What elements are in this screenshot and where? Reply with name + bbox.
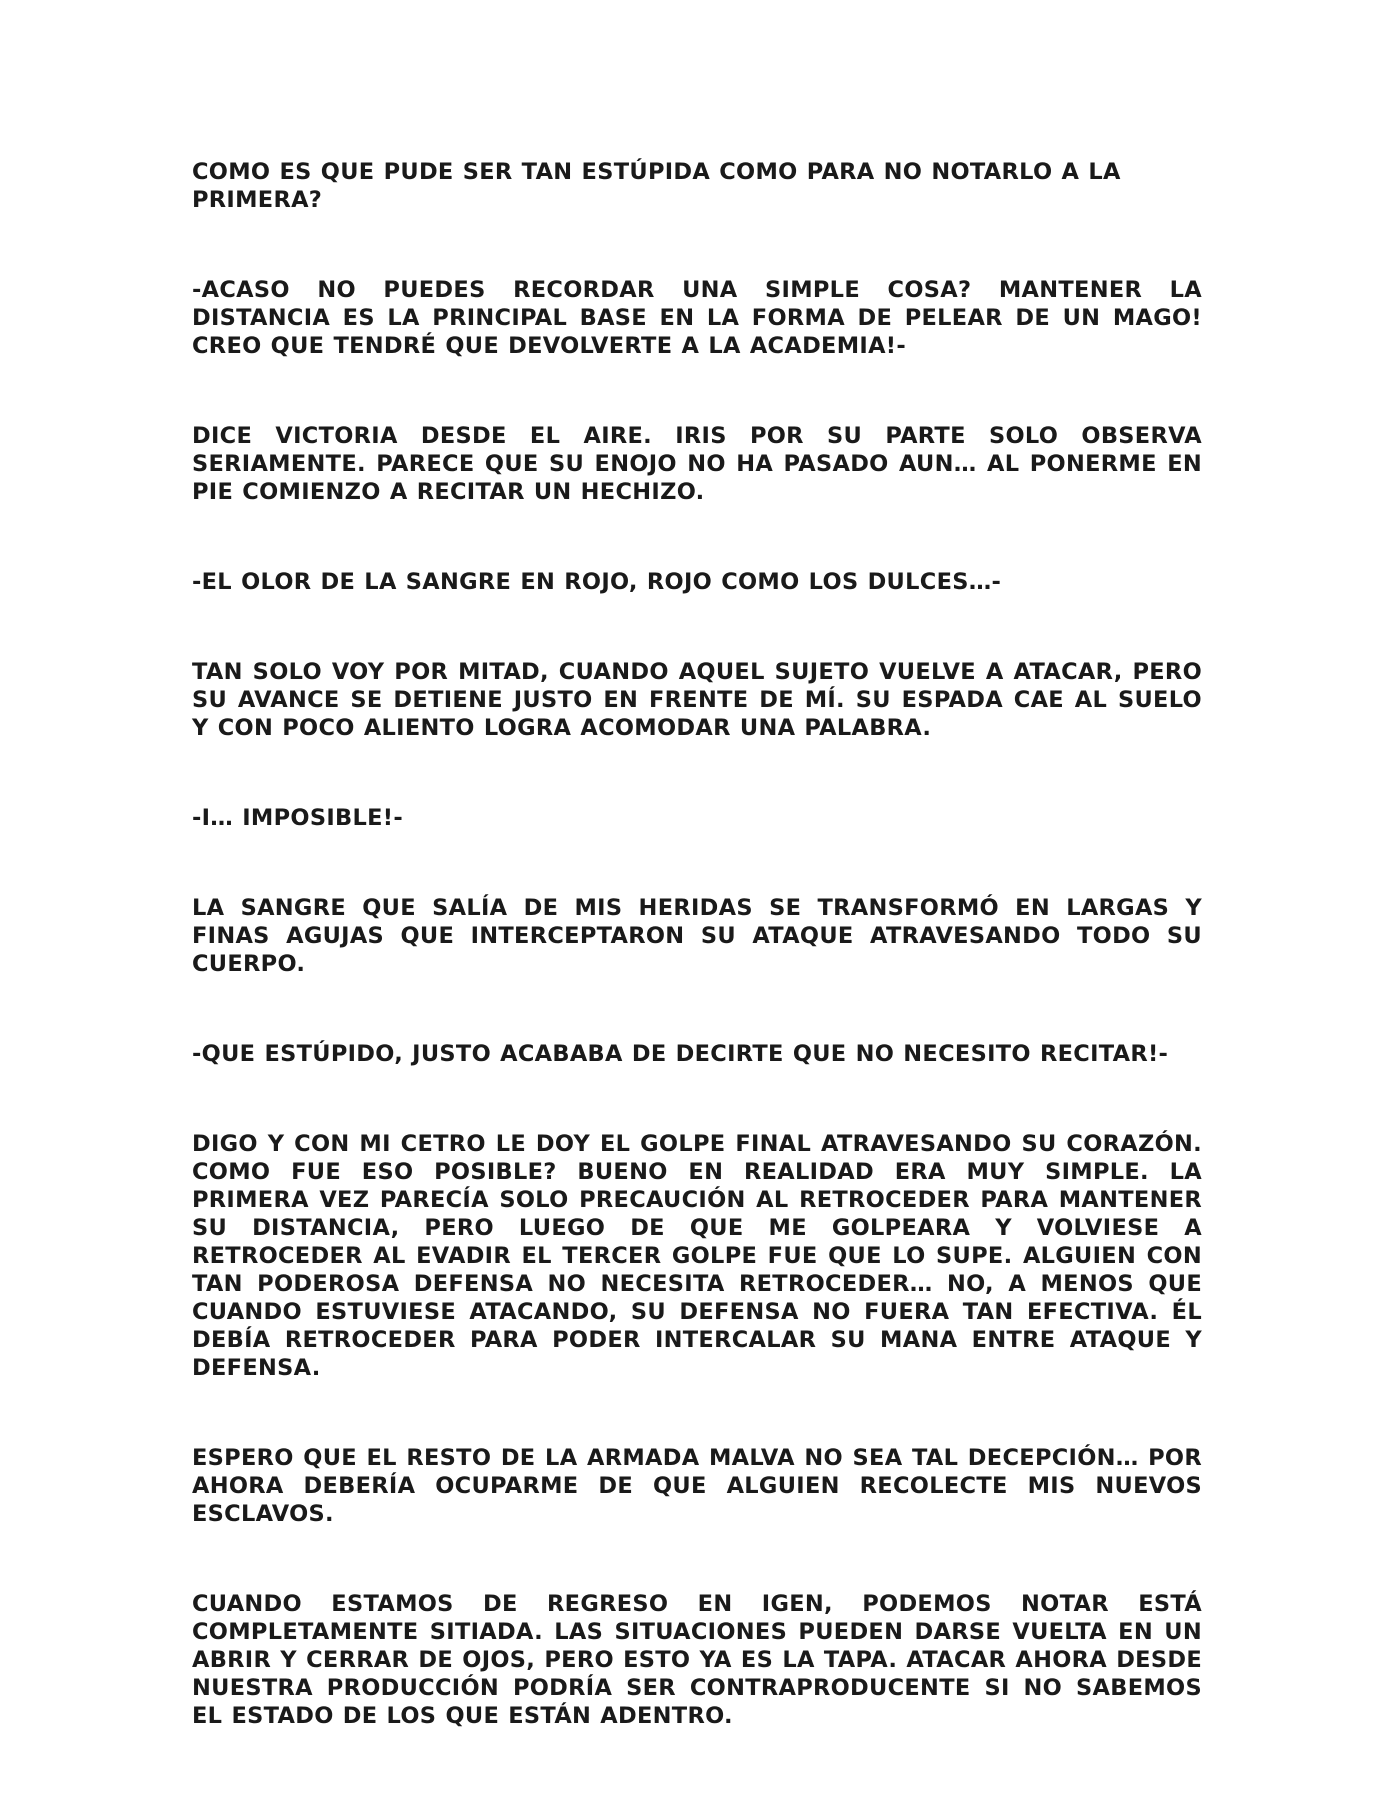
paragraph-5: TAN SOLO VOY POR MITAD, CUANDO AQUEL SUJETO VUELVE A ATACAR, PERO SU AVANCE SE DETIENE JUSTO EN FRENTE DE MÍ. SU ESPADA CAE AL SUELO Y CON POCO ALIENTO LOGRA ACOMODAR UNA PALABRA. [192,659,1202,741]
paragraph-10: ESPERO QUE EL RESTO DE LA ARMADA MALVA NO SEA TAL DECEPCIÓN… POR AHORA DEBERÍA OCUPARME DE QUE ALGUIEN RECOLECTE MIS NUEVOS ESCLAVOS. [192,1445,1202,1527]
paragraph-6: -I… IMPOSIBLE!- [192,805,403,831]
paragraph-11: CUANDO ESTAMOS DE REGRESO EN IGEN, PODEMOS NOTAR ESTÁ COMPLETAMENTE SITIADA. LAS SITUACIONES PUEDEN DARSE VUELTA EN UN ABRIR Y CERRAR DE OJOS, PERO ESTO YA ES LA TAPA. ATACAR AHORA DESDE NUESTRA PRODUCCIÓN PODRÍA SER CONTRAPRODUCENTE SI NO SABEMOS EL ESTADO DE LOS QUE ESTÁN ADENTRO. [192,1591,1202,1729]
paragraph-1: COMO ES QUE PUDE SER TAN ESTÚPIDA COMO PARA NO NOTARLO A LA PRIMERA? [192,159,1121,213]
paragraph-9: DIGO Y CON MI CETRO LE DOY EL GOLPE FINAL ATRAVESANDO SU CORAZÓN. COMO FUE ESO POSIBLE? BUENO EN REALIDAD ERA MUY SIMPLE. LA PRIMERA VEZ PARECÍA SOLO PRECAUCIÓN AL RETROCEDER PARA MANTENER SU DISTANCIA, PERO LUEGO DE QUE ME GOLPEARA Y VOLVIESE A RETROCEDER AL EVADIR EL TERCER GOLPE FUE QUE LO SUPE. ALGUIEN CON TAN PODEROSA DEFENSA NO NECESITA RETROCEDER… NO, A MENOS QUE CUANDO ESTUVIESE ATACANDO, SU DEFENSA NO FUERA TAN EFECTIVA. ÉL DEBÍA RETROCEDER PARA PODER INTERCALAR SU MANA ENTRE ATAQUE Y DEFENSA. [192,1131,1202,1381]
paragraph-7: LA SANGRE QUE SALÍA DE MIS HERIDAS SE TRANSFORMÓ EN LARGAS Y FINAS AGUJAS QUE INTERCEPTARON SU ATAQUE ATRAVESANDO TODO SU CUERPO. [192,895,1202,977]
document-body [192,158,1202,1792]
paragraph-4: -EL OLOR DE LA SANGRE EN ROJO, ROJO COMO LOS DULCES…- [192,569,1002,595]
paragraph-3: DICE VICTORIA DESDE EL AIRE. IRIS POR SU PARTE SOLO OBSERVA SERIAMENTE. PARECE QUE SU ENOJO NO HA PASADO AUN… AL PONERME EN PIE COMIENZO A RECITAR UN HECHIZO. [192,423,1202,505]
paragraph-2: -ACASO NO PUEDES RECORDAR UNA SIMPLE COSA? MANTENER LA DISTANCIA ES LA PRINCIPAL BASE EN LA FORMA DE PELEAR DE UN MAGO! CREO QUE TENDRÉ QUE DEVOLVERTE A LA ACADEMIA!- [192,277,1202,359]
paragraph-8: -QUE ESTÚPIDO, JUSTO ACABABA DE DECIRTE QUE NO NECESITO RECITAR!- [192,1041,1169,1067]
